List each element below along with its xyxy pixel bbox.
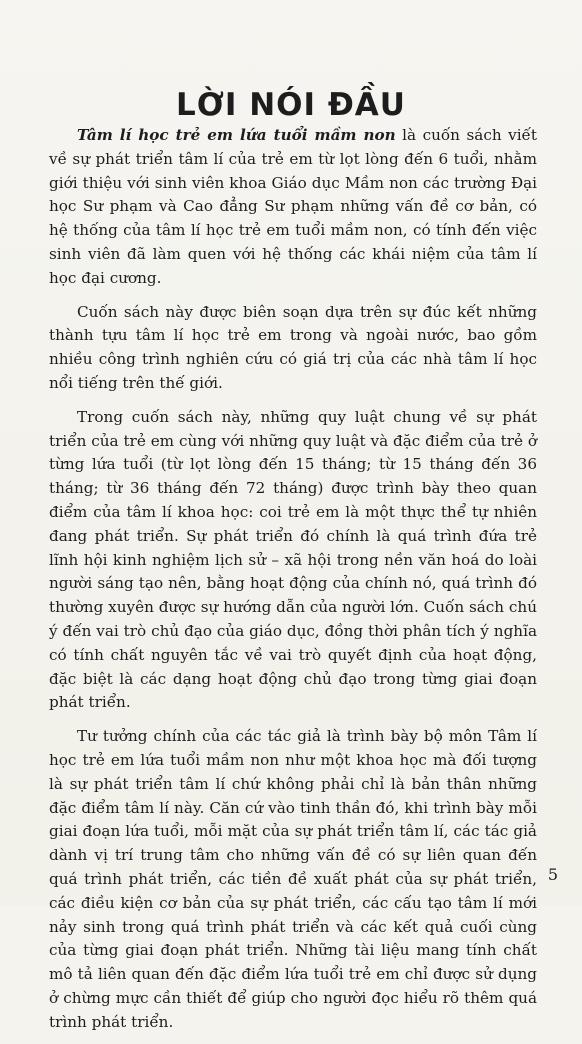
book-title-emphasis: Tâm lí học trẻ em lứa tuổi mầm non <box>77 126 396 144</box>
paragraph-4: Tư tưởng chính của các tác giả là trình bày bộ môn Tâm lí học trẻ em lứa tuổi mầm non như một khoa học mà đối tượng là sự phát triển tâm lí chứ không phải chỉ là bản thân những đặc điểm tâm lí này. Căn cứ vào tinh thần đó, khi trình bày mỗi giai đoạn lứa tuổi, mỗi mặt của sự phát triển tâm lí, các tác giả dành vị trí trung tâm cho những vấn đề có sự liên quan đến quá trình phát triển, các tiền đề xuất phát của sự phát triển, các điều kiện cơ bản của sự phát triển, các cấu tạo tâm lí mới nảy sinh trong quá trình phát triển và các kết quả cuối cùng của từng giai đoạn phát triển. Những tài liệu mang tính chất mô tả liên quan đến đặc điểm lứa tuổi trẻ em chỉ được sử dụng ở chừng mực cần thiết để giúp cho người đọc hiểu rõ thêm quá trình phát triển. <box>49 727 537 1031</box>
page-number: 5 <box>547 865 558 884</box>
paragraph-1 <box>49 124 537 291</box>
page-title: LỜI NÓI ĐẦU <box>176 86 406 123</box>
paragraph-2: Cuốn sách này được biên soạn dựa trên sự đúc kết những thành tựu tâm lí học trẻ em trong và ngoài nước, bao gồm nhiều công trình nghiên cứu có giá trị của các nhà tâm lí học nổi tiếng trên thế giới. <box>49 302 537 392</box>
paragraph-3: Trong cuốn sách này, những quy luật chung về sự phát triển của trẻ em cùng với những quy luật và đặc điểm của trẻ ở từng lứa tuổi (từ lọt lòng đến 15 tháng; từ 15 tháng đến 36 tháng; từ 36 tháng đến 72 tháng) được trình bày theo quan điểm của tâm lí khoa học: coi trẻ em là một thực thể tự nhiên đang phát triển. Sự phát triển đó chính là quá trình đứa trẻ lĩnh hội kinh nghiệm lịch sử – xã hội trong nền văn hoá do loài người sáng tạo nên, bằng hoạt động của chính nó, quá trình đó thường xuyên được sự hướng dẫn của người lớn. Cuốn sách chú ý đến vai trò chủ đạo của giáo dục, đồng thời phân tích ý nghĩa có tính chất nguyên tắc về vai trò quyết định của hoạt động, đặc biệt là các dạng hoạt động chủ đạo trong từng giai đoạn phát triển. <box>49 407 537 712</box>
preface-body <box>49 124 537 1044</box>
paragraph-1-text: là cuốn sách viết về sự phát triển tâm lí của trẻ em từ lọt lòng đến 6 tuổi, nhằm giới thiệu với sinh viên khoa Giáo dục Mầm non các trường Đại học Sư phạm và Cao đẳng Sư phạm những vấn đề cơ bản, có hệ thống của tâm lí học trẻ em tuổi mầm non, có tính đến việc sinh viên đã làm quen với hệ thống các khái niệm của tâm lí học đại cương. <box>49 126 537 287</box>
